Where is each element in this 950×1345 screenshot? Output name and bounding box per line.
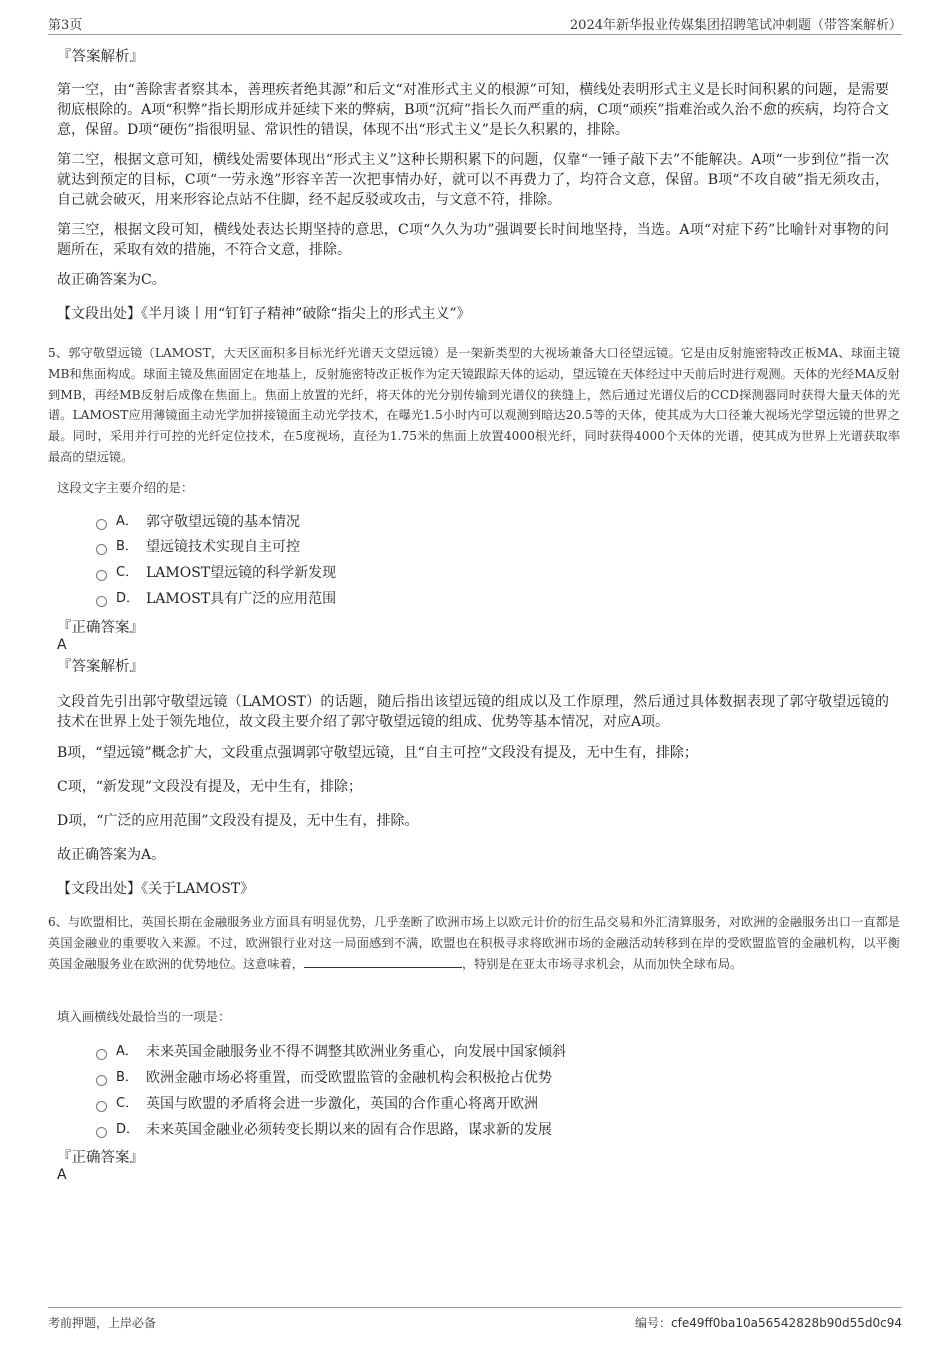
option-text: 欧洲金融市场必将重置，而受欧盟监管的金融机构会积极抢占优势	[146, 1070, 552, 1086]
q5-correct-label: 『正确答案』	[57, 620, 144, 636]
q6-stem	[48, 912, 900, 974]
q5-source: 【文段出处】《关于LAMOST》	[57, 881, 255, 897]
q6-correct-label: 『正确答案』	[57, 1150, 144, 1166]
page-footer	[48, 1307, 902, 1330]
q5-analysis-para2: B项，“望远镜”概念扩大，文段重点强调郭守敬望远镜，且“自主可控”文段没有提及，无中生有，排除；	[57, 745, 698, 761]
fill-in-blank	[304, 954, 462, 968]
q6-option-b[interactable]	[96, 1068, 552, 1088]
option-text: 未来英国金融业必须转变长期以来的固有合作思路，谋求新的发展	[146, 1122, 552, 1138]
q5-analysis-para3: C项，“新发现”文段没有提及，无中生有，排除；	[57, 779, 363, 795]
q5-option-b[interactable]	[96, 537, 300, 557]
q4-analysis-para3: 第三空，根据文段可知，横线处表达长期坚持的意思，C项“久久为功”强调要长时间地坚持，当选。A项“对症下药”比喻针对事物的问题所在，采取有效的措施，不符合文意，排除。	[57, 222, 889, 258]
option-text: LAMOST望远镜的科学新发现	[146, 565, 337, 581]
option-letter: C．	[116, 1096, 139, 1111]
radio-icon[interactable]	[96, 570, 107, 581]
q6-option-d[interactable]	[96, 1120, 552, 1140]
q6-stem-before: 6、与欧盟相比，英国长期在金融服务业方面具有明显优势，几乎垄断了欧洲市场上以欧元计价的衍生品交易和外汇清算服务，对欧洲的金融服务出口一直都是英国金融业的重要收入来源。不过，欧洲银行业对这一局面感到不满，欧盟也在积极寻求将欧洲市场的金融活动转移到在岸的受欧盟监管的金融机构，以平衡英国金融服务业在欧洲的优势地位。这意味着，	[48, 915, 900, 971]
option-text: LAMOST具有广泛的应用范围	[146, 591, 337, 607]
option-text: 望远镜技术实现自主可控	[146, 539, 300, 555]
q5-option-a[interactable]	[96, 512, 300, 532]
q5-option-c[interactable]	[96, 563, 336, 583]
q4-analysis-para1: 第一空，由“善除害者察其本，善理疾者绝其源”和后文“对准形式主义的根源”可知，横线处表明形式主义是长时间积累的问题，是需要彻底根除的。A项“积弊”指长期形成并延续下来的弊病，B项“沉疴”指长久而严重的病，C项“顽疾”指难治或久治不愈的疾病，均符合文意，保留。D项“硬伤”指很明显、常识性的错误，体现不出“形式主义”是长久积累的，排除。	[57, 82, 889, 138]
option-letter: A．	[116, 514, 138, 529]
radio-icon[interactable]	[96, 1101, 107, 1112]
q6-correct-answer: A	[57, 1167, 67, 1183]
q6-option-a[interactable]	[96, 1042, 566, 1062]
footer-slogan: 考前押题，上岸必备	[48, 1316, 157, 1330]
radio-icon[interactable]	[96, 1049, 107, 1060]
q6-stem-after: ，特别是在亚太市场寻求机会，从而加快全球布局。	[461, 956, 743, 971]
option-letter: B．	[116, 539, 138, 554]
option-text: 未来英国金融服务业不得不调整其欧洲业务重心，向发展中国家倾斜	[146, 1044, 566, 1060]
radio-icon[interactable]	[96, 519, 107, 530]
footer-code-value: cfe49ff0ba10a56542828b90d55d0c94	[671, 1316, 902, 1330]
option-letter: C．	[116, 565, 139, 580]
q5-analysis-label: 『答案解析』	[57, 659, 144, 675]
q5-option-d[interactable]	[96, 589, 336, 609]
footer-code-label: 编号：	[635, 1316, 672, 1330]
q6-option-c[interactable]	[96, 1094, 538, 1114]
option-text: 英国与欧盟的矛盾将会进一步激化，英国的合作重心将离开欧洲	[146, 1096, 538, 1112]
q6-ask: 填入画横线处最恰当的一项是：	[57, 1009, 231, 1024]
option-letter: D．	[116, 591, 140, 606]
q4-conclusion: 故正确答案为C。	[57, 272, 166, 288]
option-letter: B．	[116, 1070, 138, 1085]
q5-ask: 这段文字主要介绍的是：	[57, 480, 194, 495]
option-letter: A．	[116, 1044, 138, 1059]
radio-icon[interactable]	[96, 596, 107, 607]
radio-icon[interactable]	[96, 544, 107, 555]
page-header	[48, 14, 902, 35]
option-text: 郭守敬望远镜的基本情况	[146, 514, 300, 530]
radio-icon[interactable]	[96, 1075, 107, 1086]
option-letter: D．	[116, 1122, 140, 1137]
q5-analysis-para4: D项，“广泛的应用范围”文段没有提及，无中生有，排除。	[57, 813, 419, 829]
q4-source: 【文段出处】《半月谈丨用“钉钉子精神”破除“指尖上的形式主义”》	[57, 306, 471, 322]
q4-analysis-para2: 第二空，根据文意可知，横线处需要体现出“形式主义”这种长期积累下的问题，仅靠“一锤子敲下去”不能解决。A项“一步到位”指一次就达到预定的目标，C项“一劳永逸”形容辛苦一次把事情办好，就可以不再费力了，均符合文意，保留。B项“不攻自破”指无须攻击，自己就会破灭，用来形容论点站不住脚，经不起反驳或攻击，与文意不符，排除。	[57, 152, 889, 208]
document-title: 2024年新华报业传媒集团招聘笔试冲刺题（带答案解析）	[569, 18, 902, 33]
page-number: 第3页	[48, 18, 83, 33]
footer-code	[635, 1314, 902, 1331]
q5-stem: 5、郭守敬望远镜（LAMOST，大天区面积多目标光纤光谱天文望远镜）是一架新类型的大视场兼备大口径望远镜。它是由反射施密特改正板MA、球面主镜MB和焦面构成。球面主镜及焦面固定在地基上，反射施密特改正板作为定天镜跟踪天体的运动，望远镜在天体经过中天前后时进行观测。天体的光经MA反射到MB，再经MB反射后成像在焦面上。焦面上放置的光纤，将天体的光分别传输到光谱仪的狭缝上，然后通过光谱仪后的CCD探测器同时获得大量天体的光谱。LAMOST应用薄镜面主动光学加拼接镜面主动光学技术，在曝光1.5小时内可以观测到暗达20.5等的天体，使其成为大口径兼大视场光学望远镜的世界之最。同时，采用并行可控的光纤定位技术，在5度视场，直径为1.75米的焦面上放置4000根光纤，同时获得4000个天体的光谱，使其成为世界上光谱获取率最高的望远镜。	[48, 346, 900, 464]
radio-icon[interactable]	[96, 1127, 107, 1138]
q4-analysis-label: 『答案解析』	[57, 49, 144, 65]
q5-correct-answer: A	[57, 637, 67, 653]
q5-conclusion: 故正确答案为A。	[57, 847, 166, 863]
q5-analysis-para1: 文段首先引出郭守敬望远镜（LAMOST）的话题，随后指出该望远镜的组成以及工作原理，然后通过具体数据表现了郭守敬望远镜的技术在世界上处于领先地位，故文段主要介绍了郭守敬望远镜的组成、优势等基本情况，对应A项。	[57, 694, 889, 730]
